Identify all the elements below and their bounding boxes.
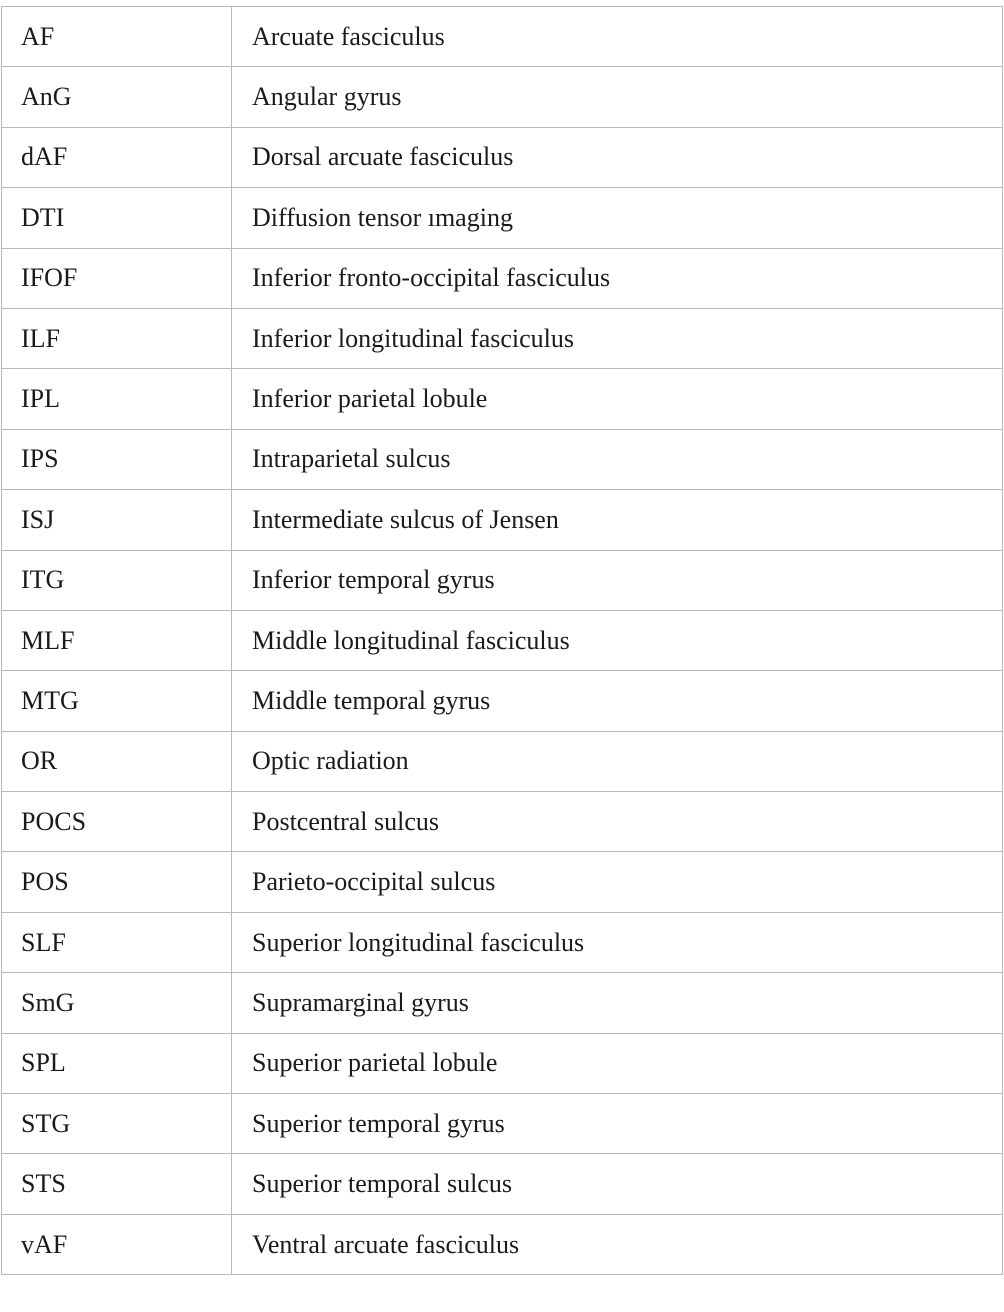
table-row — [2, 188, 1003, 248]
definition-cell: Superior temporal gyrus — [232, 1094, 1003, 1154]
table-row — [2, 1094, 1003, 1154]
table-row — [2, 1214, 1003, 1274]
definition-cell: Middle temporal gyrus — [232, 671, 1003, 731]
table-row — [2, 369, 1003, 429]
definition-cell: Angular gyrus — [232, 67, 1003, 127]
table-row — [2, 792, 1003, 852]
table-row — [2, 308, 1003, 368]
table-row — [2, 852, 1003, 912]
definition-cell: Optic radiation — [232, 731, 1003, 791]
definition-cell: Diffusion tensor ımaging — [232, 188, 1003, 248]
abbreviation-table-body — [2, 7, 1003, 1275]
definition-cell: Intraparietal sulcus — [232, 429, 1003, 489]
definition-cell: Inferior parietal lobule — [232, 369, 1003, 429]
definition-cell: Ventral arcuate fasciculus — [232, 1214, 1003, 1274]
abbreviation-cell: dAF — [2, 127, 232, 187]
abbreviation-cell: AnG — [2, 67, 232, 127]
abbreviation-cell: AF — [2, 7, 232, 67]
definition-cell: Inferior temporal gyrus — [232, 550, 1003, 610]
abbreviation-cell: SmG — [2, 973, 232, 1033]
table-row — [2, 671, 1003, 731]
table-row — [2, 731, 1003, 791]
definition-cell: Inferior fronto-occipital fasciculus — [232, 248, 1003, 308]
definition-cell: Arcuate fasciculus — [232, 7, 1003, 67]
abbreviation-cell: DTI — [2, 188, 232, 248]
table-row — [2, 1033, 1003, 1093]
definition-cell: Superior parietal lobule — [232, 1033, 1003, 1093]
table-row — [2, 127, 1003, 187]
abbreviation-cell: ITG — [2, 550, 232, 610]
table-row — [2, 973, 1003, 1033]
definition-cell: Intermediate sulcus of Jensen — [232, 490, 1003, 550]
abbreviation-cell: STS — [2, 1154, 232, 1214]
abbreviation-cell: vAF — [2, 1214, 232, 1274]
table-row — [2, 248, 1003, 308]
table-row — [2, 550, 1003, 610]
table-row — [2, 7, 1003, 67]
definition-cell: Inferior longitudinal fasciculus — [232, 308, 1003, 368]
abbreviation-table — [1, 6, 1003, 1275]
definition-cell: Parieto-occipital sulcus — [232, 852, 1003, 912]
abbreviation-cell: IPS — [2, 429, 232, 489]
definition-cell: Middle longitudinal fasciculus — [232, 610, 1003, 670]
abbreviation-cell: IPL — [2, 369, 232, 429]
abbreviation-cell: MLF — [2, 610, 232, 670]
table-row — [2, 610, 1003, 670]
definition-cell: Supramarginal gyrus — [232, 973, 1003, 1033]
abbreviation-cell: POS — [2, 852, 232, 912]
table-row — [2, 1154, 1003, 1214]
table-row — [2, 429, 1003, 489]
abbreviation-cell: IFOF — [2, 248, 232, 308]
abbreviation-cell: SPL — [2, 1033, 232, 1093]
abbreviation-cell: STG — [2, 1094, 232, 1154]
definition-cell: Dorsal arcuate fasciculus — [232, 127, 1003, 187]
abbreviation-cell: MTG — [2, 671, 232, 731]
table-row — [2, 490, 1003, 550]
abbreviation-cell: SLF — [2, 912, 232, 972]
definition-cell: Postcentral sulcus — [232, 792, 1003, 852]
abbreviation-cell: POCS — [2, 792, 232, 852]
abbreviation-cell: OR — [2, 731, 232, 791]
table-row — [2, 912, 1003, 972]
definition-cell: Superior longitudinal fasciculus — [232, 912, 1003, 972]
abbreviation-cell: ISJ — [2, 490, 232, 550]
abbreviation-cell: ILF — [2, 308, 232, 368]
table-row — [2, 67, 1003, 127]
definition-cell: Superior temporal sulcus — [232, 1154, 1003, 1214]
